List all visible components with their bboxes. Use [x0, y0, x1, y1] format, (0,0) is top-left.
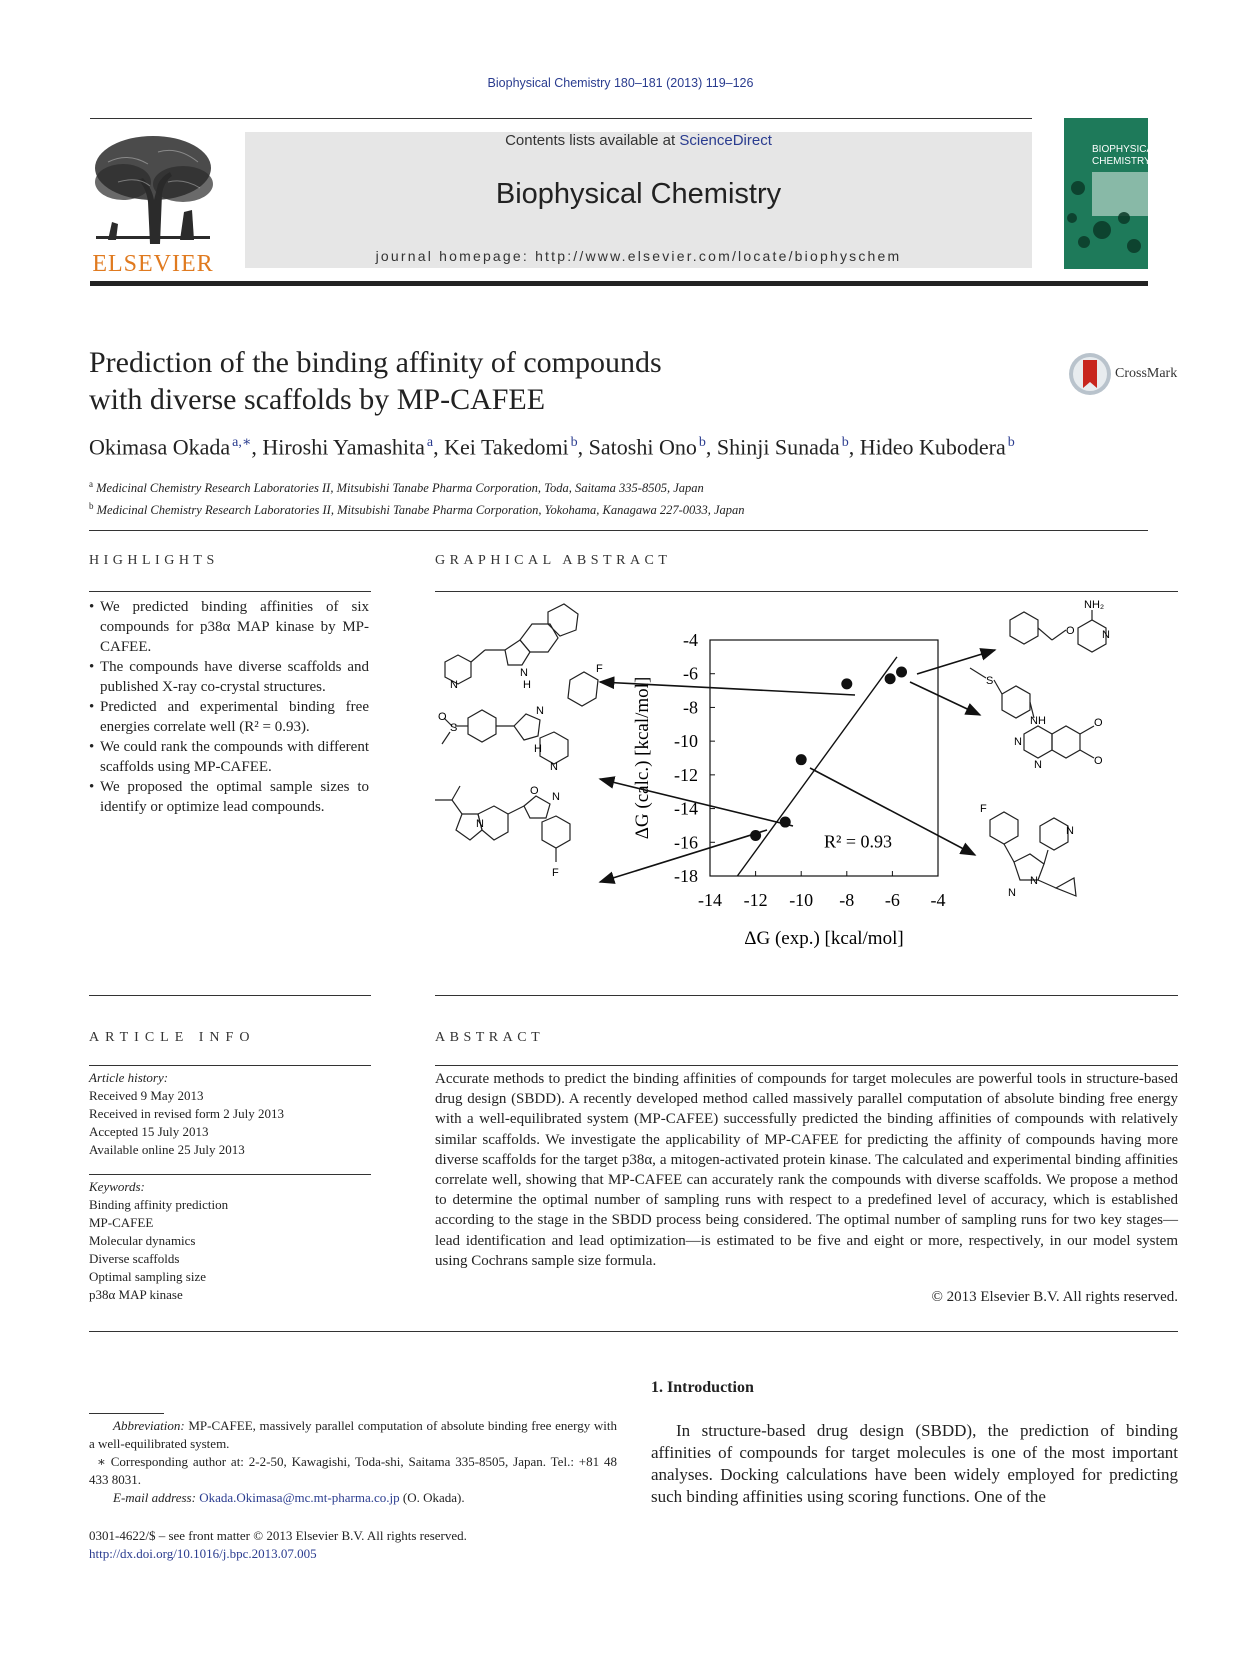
x-tick-label: -14	[698, 890, 722, 910]
keywords-rule	[89, 1174, 371, 1175]
highlight-item: • Predicted and experimental binding free energies correlate well (R² = 0.93).	[89, 697, 369, 737]
x-tick-label: -8	[839, 890, 855, 910]
journal-title: Biophysical Chemistry	[495, 178, 782, 210]
arrows	[600, 650, 995, 882]
footnote-abbreviation: Abbreviation: MP-CAFEE, massively parallel computation of absolute binding free energy with a well-equilibrated system.	[89, 1418, 617, 1451]
highlights-list	[89, 597, 369, 817]
highlight-item: • We predicted binding affinities of six compounds for p38α MAP kinase by MP-CAFEE.	[89, 597, 369, 657]
highlights-rule	[89, 591, 371, 592]
abstract-copyright: © 2013 Elsevier B.V. All rights reserved.	[931, 1289, 1178, 1305]
author-name[interactable]: Okimasa Okada	[89, 434, 231, 460]
keyword-item: p38α MAP kinase	[89, 1287, 183, 1302]
atom-n-imidazole: N	[536, 705, 544, 717]
author-affiliation-mark[interactable]: a,∗	[232, 435, 252, 450]
keywords: Keywords: Binding affinity prediction MP-CAFEE Molecular dynamics Diverse scaffolds Optimal sampling size p38α MAP kinase	[89, 1178, 371, 1304]
atom-h-imidazole: H	[534, 743, 542, 755]
molecule-aminopyridine	[1010, 610, 1106, 652]
sciencedirect-link[interactable]: ScienceDirect	[679, 132, 772, 149]
y-tick-label: -14	[674, 798, 698, 819]
y-axis-label: ΔG (calc.) [kcal/mol]	[632, 676, 653, 840]
r-squared-annotation: R² = 0.93	[824, 831, 893, 852]
footnotes	[89, 1417, 617, 1507]
data-point	[885, 673, 896, 684]
atom-s-sulfoxide: S	[450, 722, 458, 734]
affiliation-a: $^a$ Medicinal Chemistry Research Laboratories II, Mitsubishi Tanabe Pharma Corporation, Toda, Saitama 335-8505, Japan	[89, 479, 704, 496]
elsevier-wordmark: ELSEVIER	[92, 251, 214, 277]
graphical-abstract-rule	[435, 591, 1178, 592]
data-point	[841, 678, 852, 689]
arrow-to-quinazoline	[910, 682, 980, 715]
article-info-rule	[89, 1065, 371, 1066]
y-tick-label: -6	[683, 663, 698, 684]
atom-f-3: F	[980, 803, 987, 815]
author-affiliation-mark[interactable]: b	[841, 435, 849, 450]
atom-o-oxazole: O	[530, 785, 539, 797]
atom-n-imidazole-2: N	[1030, 875, 1038, 887]
atom-nh2: NH₂	[1084, 599, 1105, 611]
footnote-rule	[89, 1413, 164, 1414]
affiliation-b: $^b$ Medicinal Chemistry Research Laboratories II, Mitsubishi Tanabe Pharma Corporation, Yokohama, Kanagawa 227-0033, Japan	[89, 501, 745, 518]
author-name[interactable]: Satoshi Ono	[588, 434, 697, 460]
author-name[interactable]: Hiroshi Yamashita	[262, 434, 425, 460]
doi-link[interactable]: http://dx.doi.org/10.1016/j.bpc.2013.07.005	[89, 1546, 317, 1561]
affiliations	[89, 475, 745, 519]
atom-s-thioether: S	[986, 675, 994, 687]
elsevier-tree-icon	[88, 132, 218, 244]
atom-n-oxazole: N	[552, 791, 560, 803]
atom-n-pyridine-1: N	[550, 761, 558, 773]
x-axis-label: ΔG (exp.) [kcal/mol]	[744, 928, 904, 949]
atom-n-quinazoline-1: N	[1014, 736, 1022, 748]
x-tick-label: -4	[930, 890, 946, 910]
cover-spheres-icon	[1064, 118, 1148, 269]
issn-line: 0301-4622/$ – see front matter © 2013 Elsevier B.V. All rights reserved.	[89, 1528, 467, 1543]
author-affiliation-mark[interactable]: b	[698, 435, 706, 450]
atom-n-imidazole-3: N	[1008, 887, 1016, 899]
highlight-item: • We proposed the optimal sample sizes to identify or optimize lead compounds.	[89, 777, 369, 817]
y-tick-label: -12	[674, 764, 698, 785]
keyword-item: MP-CAFEE	[89, 1215, 154, 1230]
author-list: Okimasa Okada $^{a,∗}$, Hiroshi Yamashita $^a$, Kei Takedomi $^b$, Satoshi Ono $^b$, Shinji Sunada $^b$, Hideo Kubodera $^b$	[89, 434, 1015, 460]
atom-o-methoxy-2: O	[1094, 755, 1103, 767]
introduction-heading: 1. Introduction	[651, 1379, 754, 1396]
crossmark-icon	[1068, 352, 1112, 396]
x-tick-label: -12	[743, 890, 768, 910]
highlight-item: • The compounds have diverse scaffolds and published X-ray co-crystal structures.	[89, 657, 369, 697]
graphical-abstract-heading: GRAPHICAL ABSTRACT	[435, 553, 672, 568]
highlights-bottom-rule	[89, 995, 371, 996]
keyword-item: Optimal sampling size	[89, 1269, 206, 1284]
abstract-heading: ABSTRACT	[435, 1030, 545, 1045]
highlights-heading: HIGHLIGHTS	[89, 553, 219, 568]
keyword-item: Diverse scaffolds	[89, 1251, 180, 1266]
atom-o-methoxy-1: O	[1094, 717, 1103, 729]
author-affiliation-mark[interactable]: b	[570, 435, 578, 450]
journal-header-box	[245, 132, 1032, 268]
atom-f-2: F	[552, 867, 559, 879]
author-name[interactable]: Hideo Kubodera	[859, 434, 1006, 460]
abstract-bottom-rule	[89, 1331, 1178, 1332]
y-tick-label: -10	[674, 731, 698, 752]
data-point	[780, 817, 791, 828]
atom-o-sulfoxide: O	[438, 711, 447, 723]
molecule-triazolopyridine	[435, 786, 570, 862]
atom-n-aminopyridine: N	[1102, 629, 1110, 641]
article-history: Article history: Received 9 May 2013 Received in revised form 2 July 2013 Accepted 15 July 2013 Available online 25 July 2013	[89, 1069, 371, 1159]
journal-cover[interactable]	[1064, 118, 1159, 269]
molecule-imidazole-sulfoxide	[442, 672, 598, 764]
introduction-text: In structure-based drug design (SBDD), the prediction of binding affinities of compounds for target molecules is one of the most important analyses. Docking calculations have been widely employed for predicting such binding affinities using scoring functions. One of the	[651, 1421, 1178, 1506]
header-top-rule	[90, 118, 1032, 119]
history-item: Accepted 15 July 2013	[89, 1124, 209, 1139]
molecule-indole	[445, 604, 578, 684]
footnote-email: E-mail address: Okada.Okimasa@mc.mt-pharma.co.jp (O. Okada).	[113, 1490, 465, 1505]
journal-homepage[interactable]: journal homepage: http://www.elsevier.com/locate/biophyschem	[375, 248, 902, 264]
x-tick-label: -10	[789, 890, 814, 910]
atom-h-indole: H	[523, 679, 531, 691]
footnote-corresponding: ∗ Corresponding author at: 2-2-50, Kawagishi, Toda-shi, Saitama 335-8505, Japan. Tel.: +81 48 433 8031.	[89, 1454, 617, 1487]
crossmark-label: CrossMark	[1115, 366, 1178, 381]
atom-nh-indole: N	[520, 667, 528, 679]
data-point	[896, 667, 907, 678]
author-name[interactable]: Kei Takedomi	[444, 434, 569, 460]
affiliation-rule	[89, 530, 1148, 531]
highlight-item: • We could rank the compounds with different scaffolds using MP-CAFEE.	[89, 737, 369, 777]
keyword-item: Binding affinity prediction	[89, 1197, 229, 1212]
y-tick-label: -8	[683, 697, 698, 718]
atom-n-indole-pyridine: N	[450, 679, 458, 691]
author-email-link[interactable]: Okada.Okimasa@mc.mt-pharma.co.jp	[199, 1490, 400, 1505]
crossmark-badge[interactable]	[1068, 352, 1177, 396]
journal-citation[interactable]: Biophysical Chemistry 180–181 (2013) 119–126	[487, 76, 754, 90]
author-name[interactable]: Shinji Sunada	[716, 434, 840, 460]
y-tick-label: -4	[683, 630, 698, 650]
scatter-chart	[632, 630, 946, 949]
data-point	[796, 754, 807, 765]
article-title: Prediction of the binding affinity of compounds with diverse scaffolds by MP-CAFEE	[89, 346, 662, 416]
author-affiliation-mark[interactable]: a	[426, 435, 434, 450]
y-tick-label: -18	[674, 866, 698, 886]
cover-title: BIOPHYSICAL CHEMISTRY	[1092, 144, 1159, 167]
history-item: Received 9 May 2013	[89, 1088, 204, 1103]
arrow-to-aminopyridine	[917, 650, 995, 674]
author-affiliation-mark[interactable]: b	[1007, 435, 1015, 450]
x-tick-label: -6	[884, 890, 900, 910]
atom-f-1: F	[596, 663, 603, 675]
elsevier-logo[interactable]	[88, 132, 218, 277]
y-tick-label: -16	[674, 832, 698, 853]
contents-line: Contents lists available at ScienceDirect	[505, 132, 772, 149]
atom-n-triazole: N	[476, 818, 484, 830]
atom-nh-anilino: NH	[1030, 715, 1046, 727]
history-item: Available online 25 July 2013	[89, 1142, 245, 1157]
arrow-to-imidazole-sulfoxide	[600, 779, 793, 826]
abstract-text: Accurate methods to predict the binding affinities of compounds for target molecules are powerful tools in structure-based drug design (SBDD). A recently developed method called massively parallel computation of absolute binding free energy with a well-equilibrated system (MP-CAFEE) successfully predicted the binding affinities of compounds with relatively similar scaffolds. We investigate the applicability of MP-CAFEE for predicting the affinity of compounds having more diverse scaffolds for the target p38α, a mitogen-activated protein kinase. The calculated and experimental binding affinities correlate well, showing that MP-CAFEE can accurately rank the compounds with diverse scaffolds. We propose a method to determine the optimal number of sampling runs with respect to a predefined level of accuracy, which is established according to the stage in the SBDD process being considered. The optimal number of sampling runs for two key stages—lead identification and lead optimization—is estimated to be five and eight or more, respectively, in our model system using Cochrans sample size formula.	[435, 1071, 1178, 1269]
article-info-heading: ARTICLE INFO	[89, 1030, 256, 1045]
abstract-rule	[435, 1065, 1178, 1066]
atom-n-quinazoline-2: N	[1034, 759, 1042, 771]
history-item: Received in revised form 2 July 2013	[89, 1106, 284, 1121]
keyword-item: Molecular dynamics	[89, 1233, 196, 1248]
atom-o-ether: O	[1066, 625, 1075, 637]
header-bottom-rule	[90, 281, 1148, 286]
atom-n-pyridine-2: N	[1066, 825, 1074, 837]
graphical-abstract-figure	[430, 600, 1190, 960]
graphical-abstract-bottom-rule	[435, 995, 1178, 996]
